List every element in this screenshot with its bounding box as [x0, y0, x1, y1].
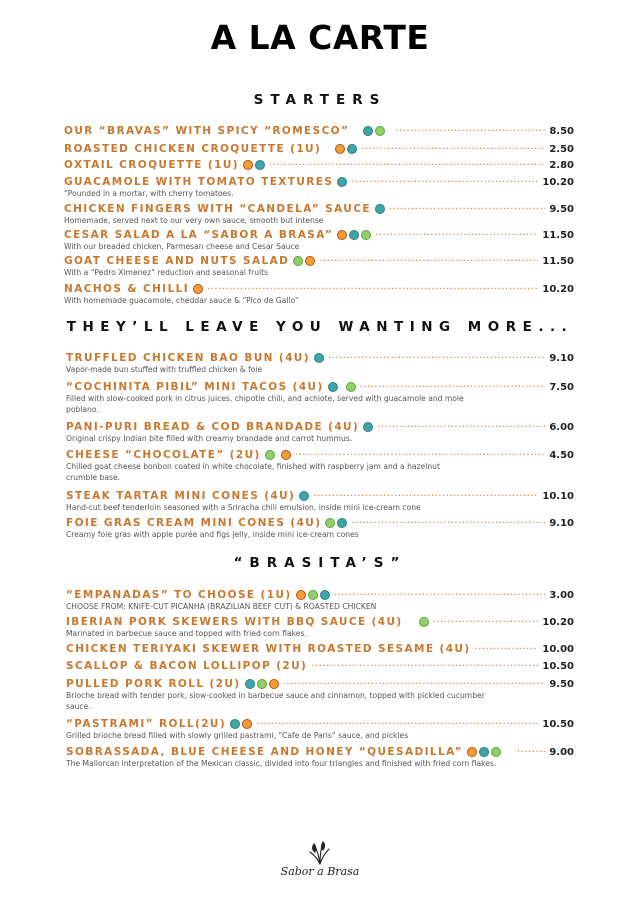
- menu-item: [0, 489, 640, 514]
- item-description: Vapor-made bun stuffed with truffled chicken & foie: [66, 365, 263, 374]
- menu-item: [0, 588, 640, 613]
- gluten-icon: [349, 230, 359, 240]
- item-name: FOIE GRAS CREAM MINI CONES (4U): [66, 517, 322, 529]
- item-name: TRUFFLED CHICKEN BAO BUN (4U): [66, 352, 310, 364]
- menu-item: [0, 380, 640, 415]
- item-name: OXTAIL CROQUETTE (1U): [64, 159, 239, 171]
- menu-item: [0, 351, 640, 376]
- egg-icon: [269, 679, 279, 689]
- lactose-icon: [257, 679, 267, 689]
- menu-item: [0, 175, 640, 200]
- item-description: Original crispy Indian bite filled with creamy brandade and carrot hummus.: [66, 434, 353, 443]
- item-description: With a “Pedro Ximenez” reduction and seasonal fruits: [64, 268, 269, 277]
- item-name: OUR “BRAVAS” WITH SPICY “ROMESCO”: [64, 125, 350, 137]
- leader-dots: [351, 516, 545, 530]
- item-price: 10.20: [542, 176, 574, 188]
- item-description: Chilled goat cheese bonbon coated in white chocolate, finished with raspberry jam and a hazelnut: [66, 462, 440, 471]
- item-price: 10.00: [542, 643, 574, 655]
- gluten-icon: [245, 679, 255, 689]
- lactose-icon: [419, 617, 429, 627]
- lactose-icon: [375, 126, 385, 136]
- lactose-icon: [293, 256, 303, 266]
- item-name: “EMPANADAS” TO CHOOSE (1U): [66, 589, 292, 601]
- item-name: IBERIAN PORK SKEWERS WITH BBQ SAUCE (4U): [66, 616, 403, 628]
- item-price: 9.10: [549, 352, 574, 364]
- gluten-icon: [255, 160, 265, 170]
- egg-icon: [337, 230, 347, 240]
- egg-icon: [281, 450, 291, 460]
- item-price: 3.00: [549, 589, 574, 601]
- menu-item: [0, 228, 640, 253]
- item-description: The Mallorcan interpretation of the Mexican classic, divided into four triangles and finished with fried corn flakes.: [66, 759, 497, 768]
- item-price: 10.50: [542, 718, 574, 730]
- item-name: “PASTRAMI” ROLL(2U): [66, 718, 227, 730]
- leader-dots: [377, 420, 545, 434]
- section-starters: STARTERS: [253, 92, 387, 108]
- egg-icon: [193, 284, 203, 294]
- egg-icon: [335, 144, 345, 154]
- gluten-icon: [479, 747, 489, 757]
- leaf-icon: [270, 838, 370, 866]
- item-price: 11.50: [542, 229, 574, 241]
- leader-dots: [475, 642, 539, 656]
- gluten-icon: [337, 518, 347, 528]
- item-name: CHICKEN TERIYAKI SKEWER WITH ROASTED SESAME (4U): [66, 643, 471, 655]
- item-price: 10.20: [542, 616, 574, 628]
- item-price: 10.50: [542, 660, 574, 672]
- item-price: 10.20: [542, 283, 574, 295]
- leader-dots: [389, 202, 545, 216]
- item-description-cont: sauce.: [66, 701, 91, 711]
- gluten-icon: [230, 719, 240, 729]
- item-name: CHICKEN FINGERS WITH “CANDELA” SAUCE: [64, 203, 371, 215]
- menu-item: [0, 717, 640, 742]
- leader-dots: [395, 124, 545, 138]
- menu-item: [0, 615, 640, 640]
- menu-item: [0, 158, 640, 172]
- item-description-cont: crumble base.: [66, 472, 121, 482]
- section-brasitas: “BRASITA’S”: [233, 555, 407, 571]
- gluten-icon: [363, 422, 373, 432]
- item-name: SCALLOP & BACON LOLLIPOP (2U): [66, 660, 308, 672]
- item-price: 10.10: [542, 490, 574, 502]
- menu-item: [0, 642, 640, 656]
- item-name: NACHOS & CHILLI: [64, 283, 190, 295]
- menu-item: [0, 282, 640, 307]
- menu-item: [0, 677, 640, 712]
- menu-item: [0, 254, 640, 279]
- item-price: 2.50: [549, 143, 574, 155]
- item-description: CHOOSE FROM: KNIFE-CUT PICANHA (BRAZILIAN BEEF CUT) & ROASTED CHICKEN: [66, 602, 377, 611]
- leader-dots: [334, 588, 546, 602]
- item-price: 9.50: [549, 203, 574, 215]
- item-description: Marinated in barbecue sauce and topped with fried corn flakes.: [66, 629, 307, 638]
- item-name: STEAK TARTAR MINI CONES (4U): [66, 490, 296, 502]
- item-description: Hand-cut beef tenderloin seasoned with a Sriracha chili emulsion, inside mini ice-cream cone: [66, 503, 421, 512]
- lactose-icon: [346, 382, 356, 392]
- leader-dots: [313, 489, 538, 503]
- item-description: Filled with slow-cooked pork in citrus juices, chipotle chili, and achiote, served with guacamole and mole: [66, 394, 464, 403]
- lactose-icon: [361, 230, 371, 240]
- item-price: 6.00: [549, 421, 574, 433]
- gluten-icon: [363, 126, 373, 136]
- gluten-icon: [347, 144, 357, 154]
- menu-item: [0, 202, 640, 227]
- lactose-icon: [491, 747, 501, 757]
- item-description: Homemade, served next to our very own sauce, smooth but intense: [64, 216, 324, 225]
- gluten-icon: [320, 590, 330, 600]
- item-name: GOAT CHEESE AND NUTS SALAD: [64, 255, 290, 267]
- item-description: With our breaded chicken, Parmesan cheese and Cesar Sauce: [64, 242, 300, 251]
- item-price: 9.10: [549, 517, 574, 529]
- menu-item: [0, 142, 640, 156]
- gluten-icon: [328, 382, 338, 392]
- leader-dots: [328, 351, 545, 365]
- item-name: GUACAMOLE WITH TOMATO TEXTURES: [64, 176, 334, 188]
- item-price: 7.50: [549, 381, 574, 393]
- item-name: CESAR SALAD A LA “SABOR A BRASA”: [64, 229, 334, 241]
- leader-dots: [269, 158, 545, 172]
- egg-icon: [243, 160, 253, 170]
- lactose-icon: [325, 518, 335, 528]
- section-more: THEY’LL LEAVE YOU WANTING MORE...: [66, 319, 574, 335]
- leader-dots: [517, 745, 545, 759]
- item-description: With homemade guacamole, cheddar sauce & “Pico de Gallo”: [64, 296, 299, 305]
- leader-dots: [375, 228, 538, 242]
- leader-dots: [295, 448, 546, 462]
- item-price: 4.50: [549, 449, 574, 461]
- egg-icon: [467, 747, 477, 757]
- leader-dots: [319, 254, 538, 268]
- lactose-icon: [308, 590, 318, 600]
- leader-dots: [256, 717, 538, 731]
- item-description: Grilled brioche bread filled with slowly grilled pastrami, “Cafe de Paris” sauce, and pickles: [66, 731, 409, 740]
- lactose-icon: [265, 450, 275, 460]
- gluten-icon: [337, 177, 347, 187]
- leader-dots: [360, 380, 546, 394]
- item-price: 9.00: [549, 746, 574, 758]
- menu-item: [0, 516, 640, 541]
- gluten-icon: [299, 491, 309, 501]
- menu-item: [0, 420, 640, 445]
- item-description-cont: poblano.: [66, 404, 99, 414]
- leader-dots: [351, 175, 538, 189]
- item-description: Brioche bread with tender pork, slow-cooked in barbecue sauce and cinnamon, topped with pickled cucumber: [66, 691, 485, 700]
- item-price: 8.50: [549, 125, 574, 137]
- menu-title: A LA CARTE: [210, 18, 430, 57]
- gluten-icon: [375, 204, 385, 214]
- leader-dots: [361, 142, 545, 156]
- menu-item: [0, 448, 640, 483]
- egg-icon: [305, 256, 315, 266]
- gluten-icon: [314, 353, 324, 363]
- item-name: “COCHINITA PIBIL” MINI TACOS (4U): [66, 381, 324, 393]
- menu-item: [0, 745, 640, 770]
- item-description: “Pounded in a mortar, with cherry tomatoes.: [64, 189, 234, 198]
- item-price: 11.50: [542, 255, 574, 267]
- egg-icon: [242, 719, 252, 729]
- menu-item: [0, 659, 640, 673]
- egg-icon: [296, 590, 306, 600]
- logo-text: Sabor a Brasa: [280, 865, 360, 878]
- leader-dots: [433, 615, 539, 629]
- leader-dots: [207, 282, 538, 296]
- item-description: Creamy foie gras with apple purée and figs jelly, inside mini ice-cream cones: [66, 530, 359, 539]
- item-price: 2.80: [549, 159, 574, 171]
- item-price: 9.50: [549, 678, 574, 690]
- item-name: ROASTED CHICKEN CROQUETTE (1U): [64, 143, 322, 155]
- item-name: PULLED PORK ROLL (2U): [66, 678, 241, 690]
- leader-dots: [283, 677, 546, 691]
- item-name: SOBRASSADA, BLUE CHEESE AND HONEY “QUESADILLA”: [66, 746, 463, 758]
- item-name: PANI-PURI BREAD & COD BRANDADE (4U): [66, 421, 360, 433]
- menu-item: [0, 124, 640, 138]
- restaurant-logo: [270, 838, 370, 886]
- item-name: CHEESE “CHOCOLATE” (2U): [66, 449, 261, 461]
- leader-dots: [311, 659, 538, 673]
